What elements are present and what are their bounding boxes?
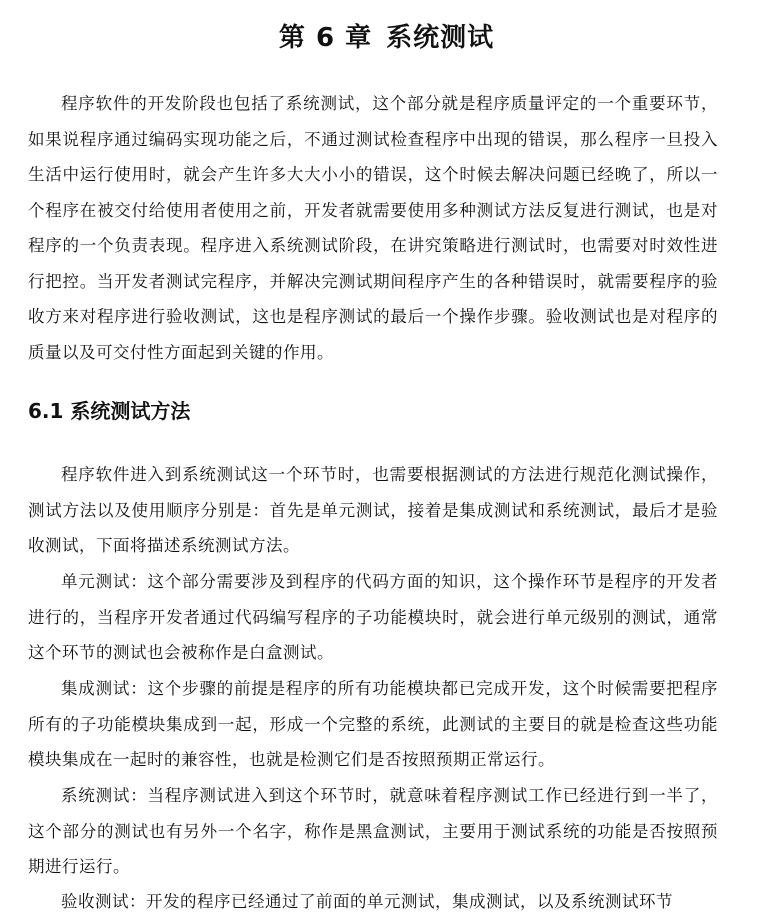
section-paragraph-system-test: 系统测试：当程序测试进入到这个环节时，就意味着程序测试工作已经进行到一半了，这个部分的测试也有另外一个名字，称作是黑盒测试，主要用于测试系统的功能是否按照预期进行运行。: [28, 786, 718, 876]
section-paragraph-unit-test: 单元测试：这个部分需要涉及到程序的代码方面的知识，这个操作环节是程序的开发者进行的，当程序开发者通过代码编写程序的子功能模块时，就会进行单元级别的测试，通常这个环节的测试也会被称作是白盒测试。: [28, 572, 718, 662]
section-title: 6.1 系统测试方法: [28, 399, 191, 423]
section-paragraph-acceptance-test: 验收测试：开发的程序已经通过了前面的单元测试，集成测试，以及系统测试环节: [61, 892, 673, 911]
chapter-title-text: 系统测试: [386, 23, 495, 53]
chapter-number: 第 6 章: [278, 23, 373, 53]
intro-paragraph: 程序软件的开发阶段也包括了系统测试，这个部分就是程序质量评定的一个重要环节，如果说程序通过编码实现功能之后，不通过测试检查程序中出现的错误，那么程序一旦投入生活中运行使用时，就会产生许多大大小小的错误，这个时候去解决问题已经晚了，所以一个程序在被交付给使用者使用之前，开发者就需要使用多种测试方法反复进行测试，也是对程序的一个负责表现。程序进入系统测试阶段，在讲究策略进行测试时，也需要对时效性进行把控。当开发者测试完程序，并解决完测试期间程序产生的各种错误时，就需要程序的验收方来对程序进行验收测试，这也是程序测试的最后一个操作步骤。验收测试也是对程序的质量以及可交付性方面起到关键的作用。: [28, 94, 718, 362]
section-paragraph-integration-test: 集成测试：这个步骤的前提是程序的所有功能模块都已完成开发，这个时候需要把程序所有的子功能模块集成到一起，形成一个完整的系统，此测试的主要目的就是检查这些功能模块集成在一起时的兼容性，也就是检测它们是否按照预期正常运行。: [28, 679, 718, 769]
section-paragraph-methods: 程序软件进入到系统测试这一个环节时，也需要根据测试的方法进行规范化测试操作，测试方法以及使用顺序分别是：首先是单元测试，接着是集成测试和系统测试，最后才是验收测试，下面将描述系统测试方法。: [28, 465, 718, 555]
chapter-title: [0, 18, 773, 58]
